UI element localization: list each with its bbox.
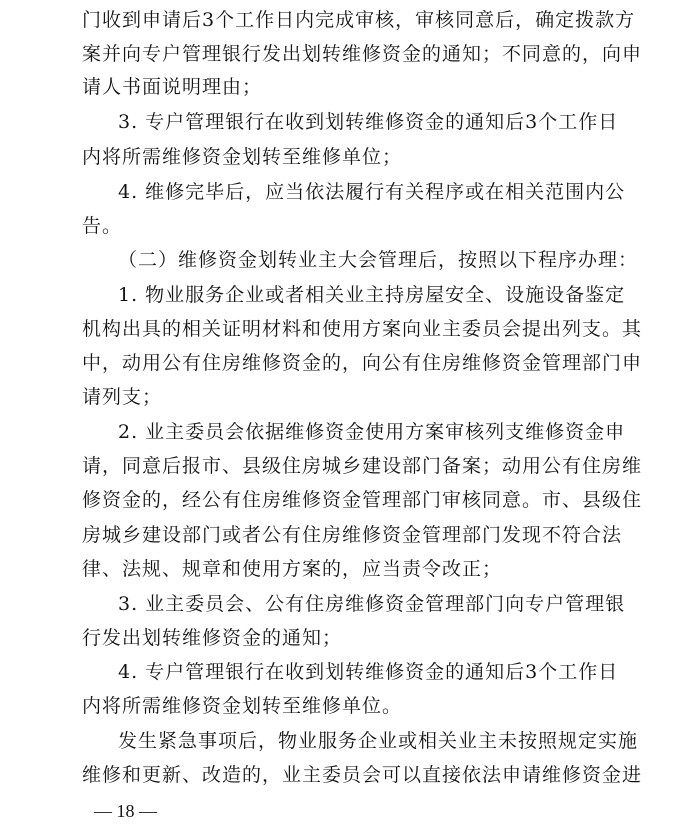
- text-line: 维修和更新、改造的，业主委员会可以直接依法申请维修资金进: [82, 764, 643, 786]
- text-line: 3. 业主委员会、公有住房维修资金管理部门向专户管理银: [118, 593, 626, 615]
- text-line: 发生紧急事项后，物业服务企业或相关业主未按照规定实施: [118, 730, 639, 752]
- text-line: 修资金的，经公有住房维修资金管理部门审核同意。市、县级住: [82, 489, 643, 511]
- text-line: 行发出划转维修资金的通知；: [82, 627, 343, 649]
- text-line: 4. 维修完毕后，应当依法履行有关程序或在相关范围内公: [118, 181, 626, 203]
- section-heading: （二）维修资金划转业主大会管理后，按照以下程序办理：: [118, 249, 639, 271]
- text-line: 3. 专户管理银行在收到划转维修资金的通知后3个工作日: [118, 111, 619, 133]
- page-number: — 18 —: [94, 801, 157, 821]
- text-line: 机构出具的相关证明材料和使用方案向业主委员会提出列支。其: [82, 318, 643, 340]
- text-line: 请列支；: [82, 386, 163, 408]
- text-line: 律、法规、规章和使用方案的，应当责令改正；: [82, 558, 503, 580]
- text-line: 请人书面说明理由；: [82, 76, 263, 98]
- text-line: 门收到申请后3个工作日内完成审核，审核同意后，确定拨款方: [82, 9, 636, 31]
- text-line: 内将所需维修资金划转至维修单位。: [82, 695, 403, 717]
- text-line: 告。: [82, 215, 123, 237]
- text-line: 1. 物业服务企业或者相关业主持房屋安全、设施设备鉴定: [118, 284, 626, 306]
- text-line: 内将所需维修资金划转至维修单位；: [82, 146, 403, 168]
- text-line: 房城乡建设部门或者公有住房维修资金管理部门发现不符合法: [82, 524, 623, 546]
- text-line: 请，同意后报市、县级住房城乡建设部门备案；动用公有住房维: [82, 455, 643, 477]
- text-line: 案并向专户管理银行发出划转维修资金的通知；不同意的，向申: [82, 43, 643, 65]
- text-line: 4. 专户管理银行在收到划转维修资金的通知后3个工作日: [118, 661, 619, 683]
- text-line: 中，动用公有住房维修资金的，向公有住房维修资金管理部门申: [82, 352, 643, 374]
- text-line: 2. 业主委员会依据维修资金使用方案审核列支维修资金申: [118, 421, 626, 443]
